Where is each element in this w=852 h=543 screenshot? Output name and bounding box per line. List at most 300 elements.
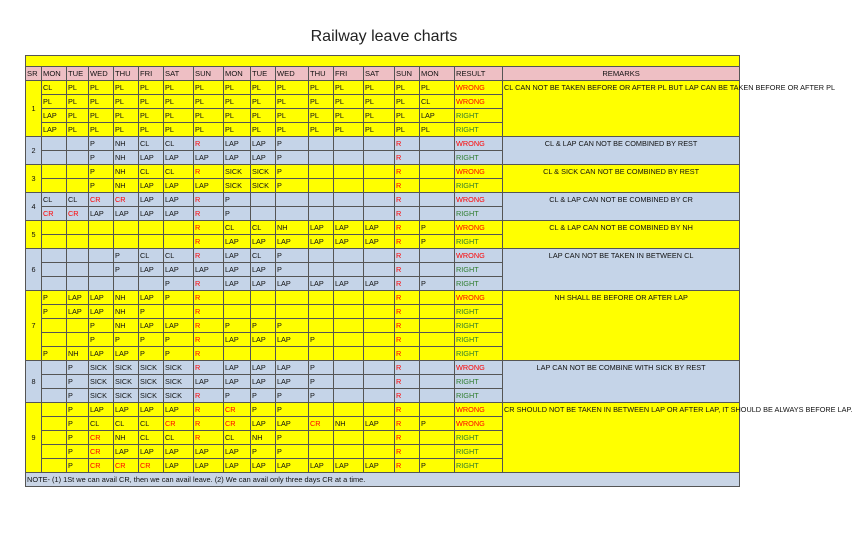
day-cell bbox=[420, 263, 455, 277]
day-cell bbox=[364, 361, 395, 375]
day-cell: PL bbox=[364, 81, 395, 95]
day-cell bbox=[114, 277, 139, 291]
day-cell: LAP bbox=[42, 109, 67, 123]
day-cell: PL bbox=[251, 109, 276, 123]
day-cell bbox=[42, 277, 67, 291]
day-cell: P bbox=[164, 333, 194, 347]
day-cell: P bbox=[251, 389, 276, 403]
day-cell: NH bbox=[67, 347, 89, 361]
day-cell: P bbox=[89, 151, 114, 165]
day-cell: PL bbox=[309, 109, 334, 123]
day-cell bbox=[224, 347, 251, 361]
column-header: MON bbox=[42, 67, 67, 81]
day-cell: LAP bbox=[251, 235, 276, 249]
day-cell: NH bbox=[114, 305, 139, 319]
day-cell bbox=[420, 361, 455, 375]
day-cell: P bbox=[309, 375, 334, 389]
day-cell: SICK bbox=[164, 389, 194, 403]
day-cell: CR bbox=[139, 459, 164, 473]
day-cell bbox=[420, 193, 455, 207]
day-cell: NH bbox=[114, 151, 139, 165]
day-cell: LAP bbox=[194, 375, 224, 389]
day-cell: PL bbox=[224, 81, 251, 95]
day-cell bbox=[42, 165, 67, 179]
day-cell: PL bbox=[114, 109, 139, 123]
day-cell: PL bbox=[114, 123, 139, 137]
day-cell: PL bbox=[139, 95, 164, 109]
day-cell: SICK bbox=[164, 375, 194, 389]
day-cell: PL bbox=[89, 123, 114, 137]
day-cell: LAP bbox=[276, 333, 309, 347]
day-cell bbox=[334, 431, 364, 445]
day-cell: LAP bbox=[164, 179, 194, 193]
day-cell bbox=[420, 165, 455, 179]
day-cell bbox=[309, 165, 334, 179]
day-cell: PL bbox=[395, 81, 420, 95]
day-cell bbox=[364, 151, 395, 165]
day-cell bbox=[139, 235, 164, 249]
column-header: SR bbox=[26, 67, 42, 81]
day-cell: P bbox=[42, 291, 67, 305]
day-cell: P bbox=[309, 333, 334, 347]
day-cell bbox=[164, 305, 194, 319]
day-cell bbox=[309, 207, 334, 221]
remarks-cell: CL & LAP CAN NOT BE COMBINED BY REST bbox=[503, 137, 740, 165]
day-cell: LAP bbox=[276, 417, 309, 431]
day-cell: R bbox=[194, 249, 224, 263]
day-cell: LAP bbox=[251, 417, 276, 431]
day-cell: R bbox=[194, 403, 224, 417]
day-cell: P bbox=[420, 417, 455, 431]
day-cell bbox=[67, 151, 89, 165]
day-cell: P bbox=[276, 319, 309, 333]
header-row bbox=[26, 67, 740, 81]
day-cell: PL bbox=[194, 95, 224, 109]
day-cell bbox=[364, 263, 395, 277]
day-cell bbox=[276, 347, 309, 361]
day-cell: P bbox=[42, 305, 67, 319]
day-cell: P bbox=[276, 263, 309, 277]
day-cell: SICK bbox=[139, 361, 164, 375]
result-cell: RIGHT bbox=[455, 305, 503, 319]
day-cell bbox=[114, 235, 139, 249]
day-cell: CR bbox=[114, 459, 139, 473]
day-cell: PL bbox=[309, 81, 334, 95]
day-cell: R bbox=[395, 403, 420, 417]
day-cell: SICK bbox=[224, 179, 251, 193]
column-header: THU bbox=[309, 67, 334, 81]
day-cell: SICK bbox=[251, 165, 276, 179]
day-cell: P bbox=[276, 445, 309, 459]
day-cell: LAP bbox=[194, 151, 224, 165]
remarks-cell: LAP CAN NOT BE COMBINE WITH SICK BY REST bbox=[503, 361, 740, 403]
day-cell bbox=[42, 361, 67, 375]
remarks-cell: CL CAN NOT BE TAKEN BEFORE OR AFTER PL BUT LAP CAN BE TAKEN BEFORE OR AFTER PL bbox=[503, 81, 740, 137]
day-cell: PL bbox=[194, 109, 224, 123]
day-cell: P bbox=[224, 319, 251, 333]
table-row bbox=[26, 137, 740, 151]
day-cell: LAP bbox=[194, 445, 224, 459]
day-cell: LAP bbox=[42, 123, 67, 137]
day-cell: PL bbox=[224, 123, 251, 137]
day-cell: P bbox=[114, 333, 139, 347]
day-cell: LAP bbox=[139, 263, 164, 277]
day-cell: PL bbox=[364, 123, 395, 137]
day-cell bbox=[364, 333, 395, 347]
result-cell: RIGHT bbox=[455, 207, 503, 221]
day-cell bbox=[334, 207, 364, 221]
day-cell: CL bbox=[164, 249, 194, 263]
day-cell: LAP bbox=[251, 151, 276, 165]
day-cell: LAP bbox=[164, 319, 194, 333]
serial-number: 4 bbox=[26, 193, 42, 221]
result-cell: RIGHT bbox=[455, 347, 503, 361]
day-cell: P bbox=[67, 459, 89, 473]
result-cell: WRONG bbox=[455, 137, 503, 151]
day-cell: SICK bbox=[139, 375, 164, 389]
day-cell bbox=[364, 249, 395, 263]
day-cell bbox=[251, 305, 276, 319]
note-row bbox=[26, 473, 740, 487]
day-cell bbox=[334, 193, 364, 207]
day-cell bbox=[364, 347, 395, 361]
day-cell: NH bbox=[114, 431, 139, 445]
day-cell: CL bbox=[251, 221, 276, 235]
day-cell: LAP bbox=[364, 417, 395, 431]
day-cell: CR bbox=[42, 207, 67, 221]
day-cell: R bbox=[395, 249, 420, 263]
day-cell bbox=[42, 137, 67, 151]
day-cell: PL bbox=[251, 95, 276, 109]
day-cell: PL bbox=[139, 123, 164, 137]
day-cell: LAP bbox=[114, 347, 139, 361]
day-cell: R bbox=[194, 207, 224, 221]
day-cell: P bbox=[67, 389, 89, 403]
day-cell: CR bbox=[89, 459, 114, 473]
day-cell bbox=[42, 179, 67, 193]
result-cell: WRONG bbox=[455, 81, 503, 95]
day-cell: NH bbox=[114, 291, 139, 305]
day-cell bbox=[334, 137, 364, 151]
result-cell: RIGHT bbox=[455, 375, 503, 389]
day-cell bbox=[67, 249, 89, 263]
day-cell: LAP bbox=[364, 459, 395, 473]
column-header: SAT bbox=[164, 67, 194, 81]
day-cell: R bbox=[395, 347, 420, 361]
day-cell: PL bbox=[42, 95, 67, 109]
day-cell: LAP bbox=[276, 459, 309, 473]
day-cell: PL bbox=[67, 95, 89, 109]
day-cell: R bbox=[395, 263, 420, 277]
day-cell bbox=[89, 263, 114, 277]
day-cell: PL bbox=[309, 123, 334, 137]
day-cell bbox=[42, 249, 67, 263]
day-cell: PL bbox=[194, 81, 224, 95]
result-cell: RIGHT bbox=[455, 431, 503, 445]
day-cell bbox=[42, 375, 67, 389]
day-cell bbox=[42, 431, 67, 445]
day-cell: LAP bbox=[224, 375, 251, 389]
day-cell: PL bbox=[276, 81, 309, 95]
day-cell: CR bbox=[89, 431, 114, 445]
day-cell bbox=[276, 291, 309, 305]
day-cell: CL bbox=[224, 431, 251, 445]
result-cell: WRONG bbox=[455, 165, 503, 179]
day-cell: CR bbox=[164, 417, 194, 431]
day-cell: LAP bbox=[164, 445, 194, 459]
day-cell bbox=[334, 389, 364, 403]
day-cell: CR bbox=[114, 193, 139, 207]
day-cell: CR bbox=[89, 445, 114, 459]
day-cell: CL bbox=[67, 193, 89, 207]
day-cell: NH bbox=[114, 165, 139, 179]
day-cell: LAP bbox=[364, 235, 395, 249]
day-cell: PL bbox=[139, 109, 164, 123]
day-cell: P bbox=[89, 179, 114, 193]
day-cell bbox=[251, 347, 276, 361]
day-cell bbox=[364, 389, 395, 403]
day-cell: CL bbox=[164, 165, 194, 179]
day-cell bbox=[420, 347, 455, 361]
day-cell bbox=[89, 249, 114, 263]
day-cell bbox=[420, 445, 455, 459]
day-cell: P bbox=[139, 305, 164, 319]
column-header: FRI bbox=[139, 67, 164, 81]
day-cell: PL bbox=[67, 123, 89, 137]
result-cell: WRONG bbox=[455, 291, 503, 305]
day-cell: R bbox=[395, 445, 420, 459]
day-cell bbox=[42, 263, 67, 277]
day-cell: P bbox=[276, 403, 309, 417]
day-cell bbox=[89, 221, 114, 235]
day-cell: LAP bbox=[251, 459, 276, 473]
result-cell: WRONG bbox=[455, 361, 503, 375]
day-cell: LAP bbox=[309, 221, 334, 235]
day-cell: LAP bbox=[309, 235, 334, 249]
day-cell bbox=[364, 165, 395, 179]
day-cell: LAP bbox=[224, 151, 251, 165]
day-cell bbox=[334, 375, 364, 389]
serial-number: 7 bbox=[26, 291, 42, 361]
day-cell bbox=[42, 151, 67, 165]
day-cell: LAP bbox=[89, 207, 114, 221]
day-cell: LAP bbox=[164, 193, 194, 207]
result-cell: WRONG bbox=[455, 417, 503, 431]
day-cell: P bbox=[89, 137, 114, 151]
day-cell: LAP bbox=[139, 403, 164, 417]
day-cell: SICK bbox=[251, 179, 276, 193]
day-cell: PL bbox=[276, 123, 309, 137]
day-cell: PL bbox=[224, 95, 251, 109]
day-cell: LAP bbox=[251, 263, 276, 277]
day-cell: CR bbox=[309, 417, 334, 431]
day-cell bbox=[67, 235, 89, 249]
day-cell bbox=[67, 263, 89, 277]
remarks-cell: CL & LAP CAN NOT BE COMBINED BY CR bbox=[503, 193, 740, 221]
day-cell bbox=[67, 179, 89, 193]
day-cell: P bbox=[164, 347, 194, 361]
day-cell bbox=[420, 207, 455, 221]
day-cell bbox=[67, 137, 89, 151]
day-cell: R bbox=[194, 137, 224, 151]
day-cell: R bbox=[395, 235, 420, 249]
day-cell: LAP bbox=[309, 459, 334, 473]
day-cell bbox=[309, 263, 334, 277]
day-cell bbox=[139, 221, 164, 235]
remarks-cell: NH SHALL BE BEFORE OR AFTER LAP bbox=[503, 291, 740, 361]
day-cell: R bbox=[194, 347, 224, 361]
day-cell: PL bbox=[194, 123, 224, 137]
day-cell: P bbox=[67, 417, 89, 431]
day-cell bbox=[334, 263, 364, 277]
remarks-cell: CL & LAP CAN NOT BE COMBINED BY NH bbox=[503, 221, 740, 249]
day-cell bbox=[334, 333, 364, 347]
day-cell: CL bbox=[139, 165, 164, 179]
day-cell: P bbox=[89, 319, 114, 333]
day-cell bbox=[334, 165, 364, 179]
day-cell: LAP bbox=[139, 193, 164, 207]
day-cell: SICK bbox=[114, 361, 139, 375]
day-cell bbox=[224, 305, 251, 319]
day-cell: CL bbox=[139, 137, 164, 151]
result-cell: RIGHT bbox=[455, 459, 503, 473]
day-cell: P bbox=[276, 389, 309, 403]
day-cell bbox=[309, 193, 334, 207]
day-cell bbox=[309, 347, 334, 361]
day-cell bbox=[334, 151, 364, 165]
day-cell: PL bbox=[114, 81, 139, 95]
day-cell: R bbox=[194, 417, 224, 431]
day-cell: P bbox=[276, 179, 309, 193]
result-cell: RIGHT bbox=[455, 263, 503, 277]
day-cell: PL bbox=[420, 123, 455, 137]
day-cell bbox=[276, 305, 309, 319]
column-header: RESULT bbox=[455, 67, 503, 81]
day-cell: R bbox=[395, 333, 420, 347]
day-cell: LAP bbox=[276, 235, 309, 249]
column-header: WED bbox=[89, 67, 114, 81]
day-cell: P bbox=[67, 375, 89, 389]
day-cell: NH bbox=[114, 179, 139, 193]
column-header: WED bbox=[276, 67, 309, 81]
day-cell: NH bbox=[251, 431, 276, 445]
day-cell bbox=[334, 361, 364, 375]
day-cell: SICK bbox=[114, 375, 139, 389]
day-cell: LAP bbox=[224, 137, 251, 151]
day-cell: R bbox=[395, 165, 420, 179]
title-band-row bbox=[26, 56, 740, 67]
day-cell: PL bbox=[139, 81, 164, 95]
day-cell bbox=[139, 277, 164, 291]
day-cell: LAP bbox=[164, 207, 194, 221]
day-cell bbox=[364, 431, 395, 445]
result-cell: RIGHT bbox=[455, 109, 503, 123]
day-cell: LAP bbox=[164, 263, 194, 277]
day-cell bbox=[420, 179, 455, 193]
day-cell: LAP bbox=[194, 179, 224, 193]
day-cell: P bbox=[67, 431, 89, 445]
day-cell: LAP bbox=[89, 305, 114, 319]
day-cell bbox=[309, 403, 334, 417]
remarks-cell: CL & SICK CAN NOT BE COMBINED BY REST bbox=[503, 165, 740, 193]
day-cell bbox=[164, 221, 194, 235]
day-cell: R bbox=[194, 165, 224, 179]
day-cell bbox=[89, 277, 114, 291]
day-cell: PL bbox=[364, 109, 395, 123]
day-cell: P bbox=[276, 431, 309, 445]
day-cell bbox=[309, 151, 334, 165]
day-cell bbox=[309, 179, 334, 193]
column-header: THU bbox=[114, 67, 139, 81]
day-cell: P bbox=[89, 165, 114, 179]
day-cell bbox=[309, 137, 334, 151]
day-cell: P bbox=[309, 361, 334, 375]
day-cell: P bbox=[420, 235, 455, 249]
day-cell: CL bbox=[42, 81, 67, 95]
day-cell: LAP bbox=[420, 109, 455, 123]
day-cell: NH bbox=[276, 221, 309, 235]
day-cell: CL bbox=[139, 249, 164, 263]
day-cell: CR bbox=[224, 417, 251, 431]
column-header: TUE bbox=[251, 67, 276, 81]
day-cell: LAP bbox=[139, 445, 164, 459]
day-cell: R bbox=[395, 221, 420, 235]
result-cell: RIGHT bbox=[455, 333, 503, 347]
day-cell bbox=[334, 305, 364, 319]
day-cell: P bbox=[276, 151, 309, 165]
day-cell: CR bbox=[67, 207, 89, 221]
day-cell bbox=[42, 445, 67, 459]
day-cell bbox=[420, 375, 455, 389]
day-cell: NH bbox=[114, 319, 139, 333]
day-cell: R bbox=[194, 431, 224, 445]
day-cell: P bbox=[89, 333, 114, 347]
day-cell: R bbox=[194, 221, 224, 235]
table-row bbox=[26, 291, 740, 305]
day-cell: R bbox=[395, 431, 420, 445]
day-cell: PL bbox=[334, 81, 364, 95]
result-cell: RIGHT bbox=[455, 277, 503, 291]
day-cell: R bbox=[395, 291, 420, 305]
day-cell: PL bbox=[334, 109, 364, 123]
day-cell: PL bbox=[164, 109, 194, 123]
day-cell bbox=[309, 431, 334, 445]
day-cell: LAP bbox=[139, 319, 164, 333]
day-cell bbox=[42, 389, 67, 403]
day-cell: LAP bbox=[364, 277, 395, 291]
day-cell: P bbox=[67, 445, 89, 459]
day-cell bbox=[420, 291, 455, 305]
day-cell: R bbox=[194, 277, 224, 291]
serial-number: 1 bbox=[26, 81, 42, 137]
day-cell: P bbox=[251, 319, 276, 333]
column-header: MON bbox=[224, 67, 251, 81]
day-cell: P bbox=[114, 263, 139, 277]
serial-number: 9 bbox=[26, 403, 42, 473]
table-row bbox=[26, 221, 740, 235]
day-cell: LAP bbox=[164, 151, 194, 165]
result-cell: RIGHT bbox=[455, 123, 503, 137]
page-title: Railway leave charts bbox=[310, 28, 458, 45]
day-cell: R bbox=[194, 235, 224, 249]
day-cell: LAP bbox=[334, 221, 364, 235]
day-cell: SICK bbox=[89, 375, 114, 389]
day-cell: PL bbox=[251, 81, 276, 95]
day-cell: LAP bbox=[224, 235, 251, 249]
day-cell: CL bbox=[42, 193, 67, 207]
day-cell: R bbox=[395, 389, 420, 403]
day-cell: P bbox=[67, 403, 89, 417]
